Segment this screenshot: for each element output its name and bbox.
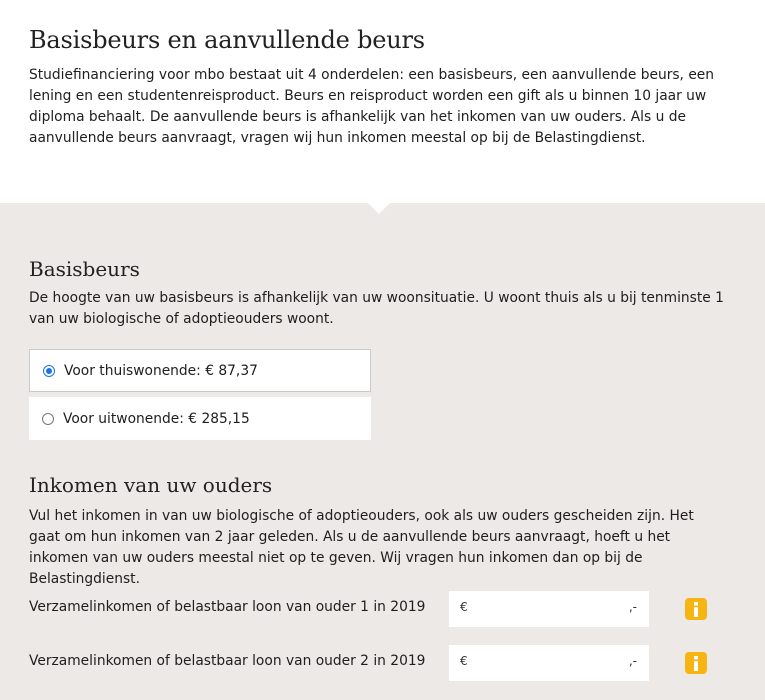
income-row-parent-2 [29, 645, 749, 681]
option-label: Voor uitwonende: € 285,15 [63, 410, 250, 427]
basisbeurs-heading: Basisbeurs [29, 257, 140, 281]
income-field-parent-1[interactable] [449, 591, 649, 627]
radio-thuiswonende[interactable] [43, 365, 55, 377]
income-label: Verzamelinkomen of belastbaar loon van ouder 1 in 2019 [29, 599, 426, 615]
radio-uitwonende[interactable] [42, 413, 54, 425]
currency-suffix: ,- [628, 600, 637, 614]
info-icon[interactable] [685, 598, 707, 620]
currency-symbol: € [460, 654, 468, 668]
panel-notch [368, 203, 390, 214]
option-label: Voor thuiswonende: € 87,37 [64, 362, 258, 379]
calculator-panel [0, 203, 765, 700]
basisbeurs-text: De hoogte van uw basisbeurs is afhankelijk van uw woonsituatie. U woont thuis als u bij tenminste 1 van uw biologische of adoptieouders woont. [29, 290, 724, 327]
info-glyph [693, 602, 699, 617]
income-field-parent-2[interactable] [449, 645, 649, 681]
income-input-parent-1[interactable] [475, 597, 619, 621]
option-thuiswonende[interactable] [29, 349, 371, 392]
page-title: Basisbeurs en aanvullende beurs [29, 26, 425, 54]
currency-symbol: € [460, 600, 468, 614]
inkomen-text: Vul het inkomen in van uw biologische of adoptieouders, ook als uw ouders gescheiden zijn. Het gaat om hun inkomen van 2 jaar geleden. Als u de aanvullende beurs aanvraagt, hoeft u het inkomen van uw ouders meestal niet op te geven. Wij vragen hun inkomen dan op bij de Belastingdienst. [29, 508, 694, 587]
inkomen-heading: Inkomen van uw ouders [29, 473, 273, 497]
income-row-parent-1 [29, 591, 749, 627]
info-icon[interactable] [685, 652, 707, 674]
intro-text: Studiefinanciering voor mbo bestaat uit 4 onderdelen: een basisbeurs, een aanvullende beurs, een lening en een studentenreisproduct. Beurs en reisproduct worden een gift als u binnen 10 jaar uw diploma behaalt. De aanvullende beurs is afhankelijk van het inkomen van uw ouders. Als u de aanvullende beurs aanvraagt, vragen wij hun inkomen meestal op bij de Belastingdienst. [29, 67, 715, 146]
income-input-parent-2[interactable] [475, 651, 619, 675]
intro-section [0, 0, 765, 203]
info-glyph [693, 656, 699, 671]
option-uitwonende[interactable] [29, 397, 371, 440]
currency-suffix: ,- [628, 654, 637, 668]
income-label: Verzamelinkomen of belastbaar loon van ouder 2 in 2019 [29, 653, 426, 669]
